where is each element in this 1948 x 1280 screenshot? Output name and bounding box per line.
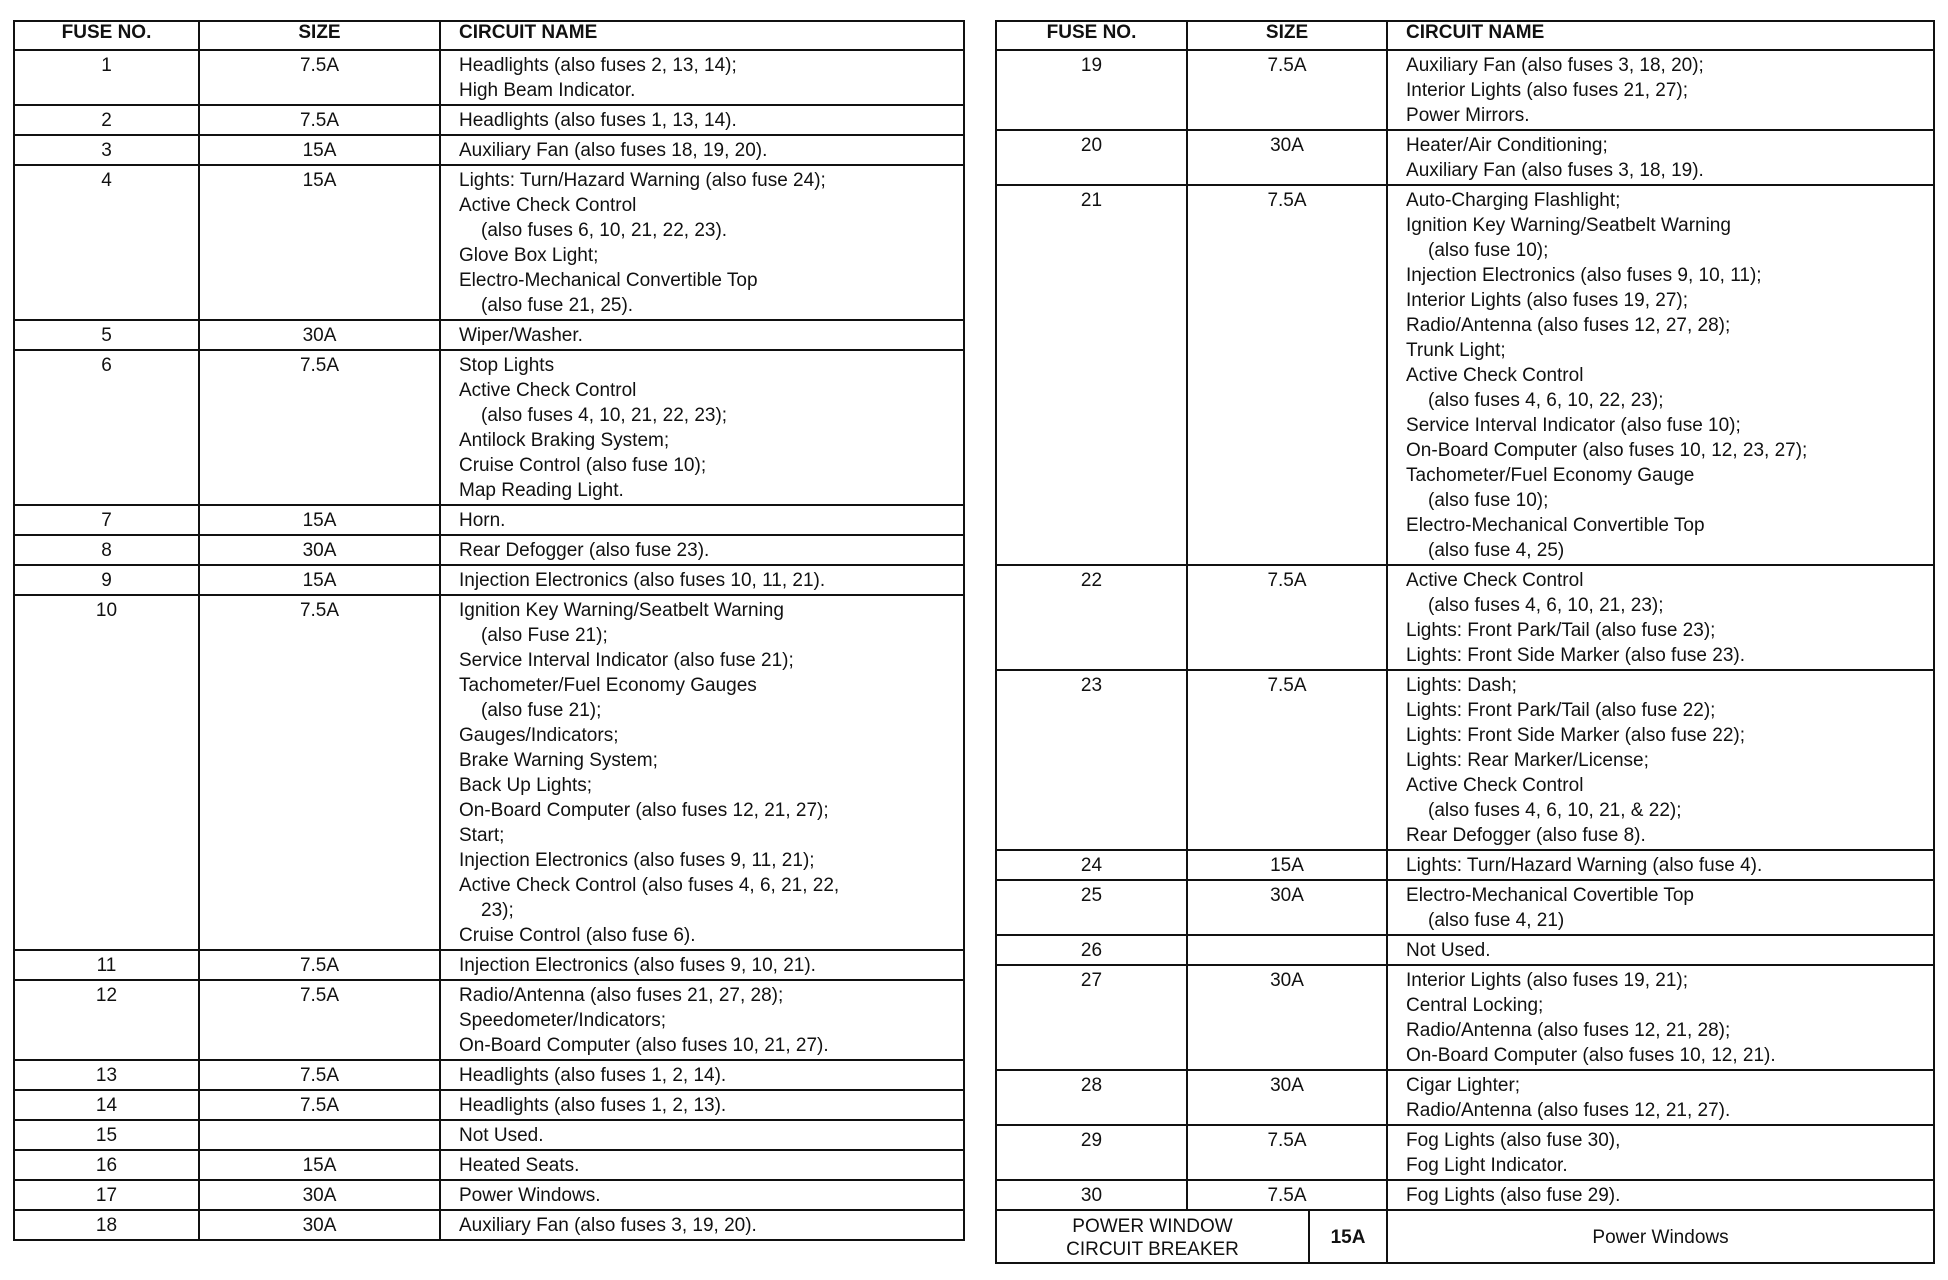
fuse-number: 2 bbox=[14, 105, 199, 135]
circuit-line: (also fuses 4, 6, 10, 22, 23); bbox=[1428, 390, 1664, 411]
fuse-number: 7 bbox=[14, 505, 199, 535]
circuit-line: Active Check Control bbox=[459, 380, 637, 401]
fuse-row bbox=[996, 130, 1934, 185]
circuit-line: Lights: Rear Marker/License; bbox=[1406, 750, 1649, 771]
circuit-line: Interior Lights (also fuses 19, 27); bbox=[1406, 290, 1688, 311]
circuit-name bbox=[1387, 1125, 1934, 1180]
circuit-name bbox=[1387, 965, 1934, 1070]
circuit-line: Not Used. bbox=[459, 1125, 544, 1146]
circuit-name bbox=[440, 535, 964, 565]
circuit-name bbox=[440, 1210, 964, 1240]
fuse-size: 15A bbox=[1187, 850, 1387, 880]
circuit-line: Back Up Lights; bbox=[459, 775, 593, 796]
fuse-row bbox=[14, 1060, 964, 1090]
fuse-row bbox=[996, 935, 1934, 965]
fuse-row bbox=[996, 670, 1934, 850]
breaker-row bbox=[996, 1210, 1934, 1263]
circuit-line: Heated Seats. bbox=[459, 1155, 580, 1176]
circuit-line: Rear Defogger (also fuse 23). bbox=[459, 540, 710, 561]
circuit-line: Active Check Control bbox=[1406, 775, 1584, 796]
circuit-name bbox=[440, 980, 964, 1060]
circuit-line: Central Locking; bbox=[1406, 995, 1544, 1016]
fuse-row bbox=[14, 1210, 964, 1240]
fuse-size: 30A bbox=[199, 1210, 440, 1240]
fuse-size: 30A bbox=[1187, 880, 1387, 935]
circuit-line: (also fuse 21, 25). bbox=[481, 295, 634, 316]
circuit-name bbox=[440, 1060, 964, 1090]
circuit-line: Electro-Mechanical Convertible Top bbox=[1406, 515, 1705, 536]
circuit-line: Lights: Dash; bbox=[1406, 675, 1517, 696]
fuse-size: 7.5A bbox=[1187, 185, 1387, 565]
circuit-line: Service Interval Indicator (also fuse 21); bbox=[459, 650, 794, 671]
fuse-size bbox=[199, 1120, 440, 1150]
circuit-line: Map Reading Light. bbox=[459, 480, 624, 501]
circuit-line: Interior Lights (also fuses 21, 27); bbox=[1406, 80, 1688, 101]
fuse-table-left bbox=[13, 20, 965, 1241]
fuse-row bbox=[996, 1180, 1934, 1210]
fuse-number: 28 bbox=[996, 1070, 1187, 1125]
circuit-name bbox=[1387, 1180, 1934, 1210]
circuit-line: Electro-Mechanical Covertible Top bbox=[1406, 885, 1694, 906]
circuit-name bbox=[1387, 935, 1934, 965]
circuit-name bbox=[440, 50, 964, 105]
circuit-line: Gauges/Indicators; bbox=[459, 725, 619, 746]
fuse-number: 27 bbox=[996, 965, 1187, 1070]
circuit-name bbox=[1387, 1070, 1934, 1125]
circuit-line: Active Check Control (also fuses 4, 6, 21, 22, bbox=[459, 875, 840, 896]
fuse-size: 7.5A bbox=[1187, 1180, 1387, 1210]
circuit-line: Lights: Front Side Marker (also fuse 22); bbox=[1406, 725, 1745, 746]
circuit-name bbox=[440, 1180, 964, 1210]
fuse-row bbox=[14, 1180, 964, 1210]
fuse-row bbox=[996, 850, 1934, 880]
fuse-number: 6 bbox=[14, 350, 199, 505]
fuse-no-header: FUSE NO. bbox=[14, 21, 199, 50]
circuit-line: Electro-Mechanical Convertible Top bbox=[459, 270, 758, 291]
fuse-size: 7.5A bbox=[199, 50, 440, 105]
circuit-line: Tachometer/Fuel Economy Gauges bbox=[459, 675, 757, 696]
fuse-size: 7.5A bbox=[1187, 50, 1387, 130]
circuit-line: Interior Lights (also fuses 19, 21); bbox=[1406, 970, 1688, 991]
fuse-row bbox=[14, 1090, 964, 1120]
fuse-size: 7.5A bbox=[199, 105, 440, 135]
fuse-size: 15A bbox=[199, 565, 440, 595]
circuit-name bbox=[440, 135, 964, 165]
fuse-row bbox=[996, 1125, 1934, 1180]
header-row bbox=[14, 21, 964, 50]
fuse-size: 7.5A bbox=[199, 595, 440, 950]
circuit-name bbox=[440, 320, 964, 350]
fuse-number: 15 bbox=[14, 1120, 199, 1150]
circuit-name-header: CIRCUIT NAME bbox=[440, 21, 964, 50]
fuse-number: 8 bbox=[14, 535, 199, 565]
fuse-number: 30 bbox=[996, 1180, 1187, 1210]
fuse-row bbox=[14, 595, 964, 950]
circuit-line: Ignition Key Warning/Seatbelt Warning bbox=[1406, 215, 1731, 236]
circuit-line: Radio/Antenna (also fuses 12, 21, 28); bbox=[1406, 1020, 1731, 1041]
circuit-line: Service Interval Indicator (also fuse 10); bbox=[1406, 415, 1741, 436]
circuit-line: (also fuse 21); bbox=[481, 700, 602, 721]
circuit-name bbox=[440, 1150, 964, 1180]
circuit-line: (also fuse 10); bbox=[1428, 240, 1549, 261]
circuit-line: (also fuse 10); bbox=[1428, 490, 1549, 511]
circuit-line: 23); bbox=[481, 900, 514, 921]
circuit-name bbox=[440, 595, 964, 950]
circuit-line: Ignition Key Warning/Seatbelt Warning bbox=[459, 600, 784, 621]
fuse-row bbox=[996, 880, 1934, 935]
circuit-line: Active Check Control bbox=[459, 195, 637, 216]
circuit-line: Lights: Front Side Marker (also fuse 23). bbox=[1406, 645, 1745, 666]
circuit-line: High Beam Indicator. bbox=[459, 80, 636, 101]
circuit-name bbox=[440, 350, 964, 505]
fuse-row bbox=[996, 565, 1934, 670]
fuse-size: 30A bbox=[199, 320, 440, 350]
fuse-size: 15A bbox=[199, 505, 440, 535]
fuse-number: 9 bbox=[14, 565, 199, 595]
circuit-name bbox=[440, 165, 964, 320]
breaker-size: 15A bbox=[1309, 1210, 1387, 1263]
circuit-line: Stop Lights bbox=[459, 355, 555, 376]
circuit-line: Radio/Antenna (also fuses 12, 21, 27). bbox=[1406, 1100, 1731, 1121]
fuse-size: 7.5A bbox=[199, 980, 440, 1060]
circuit-line: Cruise Control (also fuse 10); bbox=[459, 455, 707, 476]
circuit-line: On-Board Computer (also fuses 10, 12, 23, 27); bbox=[1406, 440, 1808, 461]
fuse-number: 4 bbox=[14, 165, 199, 320]
circuit-name bbox=[440, 1090, 964, 1120]
circuit-line: Injection Electronics (also fuses 10, 11, 21). bbox=[459, 570, 826, 591]
circuit-name bbox=[1387, 850, 1934, 880]
circuit-line: Rear Defogger (also fuse 8). bbox=[1406, 825, 1646, 846]
circuit-line: Start; bbox=[459, 825, 505, 846]
fuse-row bbox=[996, 965, 1934, 1070]
circuit-line: Lights: Front Park/Tail (also fuse 22); bbox=[1406, 700, 1716, 721]
circuit-line: Headlights (also fuses 1, 13, 14). bbox=[459, 110, 737, 131]
circuit-line: Radio/Antenna (also fuses 21, 27, 28); bbox=[459, 985, 784, 1006]
circuit-line: Auxiliary Fan (also fuses 18, 19, 20). bbox=[459, 140, 768, 161]
circuit-name bbox=[1387, 880, 1934, 935]
fuse-size: 7.5A bbox=[199, 350, 440, 505]
fuse-number: 10 bbox=[14, 595, 199, 950]
breaker-label-line: POWER WINDOW bbox=[1072, 1216, 1233, 1237]
circuit-line: Lights: Front Park/Tail (also fuse 23); bbox=[1406, 620, 1716, 641]
fuse-row bbox=[14, 50, 964, 105]
fuse-number: 3 bbox=[14, 135, 199, 165]
circuit-line: Injection Electronics (also fuses 9, 10, 11); bbox=[1406, 265, 1762, 286]
fuse-number: 26 bbox=[996, 935, 1187, 965]
circuit-line: Injection Electronics (also fuses 9, 11, 21); bbox=[459, 850, 815, 871]
fuse-row bbox=[996, 185, 1934, 565]
circuit-line: Lights: Turn/Hazard Warning (also fuse 24); bbox=[459, 170, 826, 191]
fuse-number: 17 bbox=[14, 1180, 199, 1210]
fuse-size: 30A bbox=[199, 1180, 440, 1210]
fuse-row bbox=[14, 980, 964, 1060]
breaker-label-line: CIRCUIT BREAKER bbox=[1066, 1239, 1239, 1260]
fuse-row bbox=[14, 565, 964, 595]
circuit-line: Radio/Antenna (also fuses 12, 27, 28); bbox=[1406, 315, 1731, 336]
circuit-line: Cigar Lighter; bbox=[1406, 1075, 1521, 1096]
circuit-line: Power Mirrors. bbox=[1406, 105, 1530, 126]
fuse-row bbox=[14, 105, 964, 135]
fuse-number: 19 bbox=[996, 50, 1187, 130]
fuse-number: 1 bbox=[14, 50, 199, 105]
circuit-line: (also fuses 4, 6, 10, 21, 23); bbox=[1428, 595, 1664, 616]
fuse-number: 24 bbox=[996, 850, 1187, 880]
circuit-line: Headlights (also fuses 1, 2, 13). bbox=[459, 1095, 727, 1116]
fuse-size: 30A bbox=[1187, 1070, 1387, 1125]
circuit-line: Cruise Control (also fuse 6). bbox=[459, 925, 696, 946]
fuse-number: 12 bbox=[14, 980, 199, 1060]
circuit-line: Auxiliary Fan (also fuses 3, 18, 20); bbox=[1406, 55, 1704, 76]
fuse-size: 7.5A bbox=[1187, 565, 1387, 670]
circuit-line: Wiper/Washer. bbox=[459, 325, 583, 346]
circuit-line: Headlights (also fuses 1, 2, 14). bbox=[459, 1065, 727, 1086]
fuse-row bbox=[14, 535, 964, 565]
circuit-line: Fog Lights (also fuse 29). bbox=[1406, 1185, 1621, 1206]
fuse-row bbox=[14, 165, 964, 320]
fuse-size bbox=[1187, 935, 1387, 965]
fuse-number: 5 bbox=[14, 320, 199, 350]
fuse-size: 7.5A bbox=[199, 1060, 440, 1090]
circuit-line: Fog Lights (also fuse 30), bbox=[1406, 1130, 1621, 1151]
circuit-line: Antilock Braking System; bbox=[459, 430, 670, 451]
fuse-number: 18 bbox=[14, 1210, 199, 1240]
size-header: SIZE bbox=[199, 21, 440, 50]
circuit-name bbox=[1387, 130, 1934, 185]
circuit-line: On-Board Computer (also fuses 12, 21, 27); bbox=[459, 800, 829, 821]
fuse-number: 20 bbox=[996, 130, 1187, 185]
fuse-row bbox=[996, 50, 1934, 130]
circuit-line: Fog Light Indicator. bbox=[1406, 1155, 1568, 1176]
fuse-number: 13 bbox=[14, 1060, 199, 1090]
circuit-name bbox=[440, 1120, 964, 1150]
right-table-body bbox=[996, 50, 1934, 1210]
fuse-number: 22 bbox=[996, 565, 1187, 670]
fuse-number: 23 bbox=[996, 670, 1187, 850]
circuit-line: Heater/Air Conditioning; bbox=[1406, 135, 1608, 156]
circuit-line: Tachometer/Fuel Economy Gauge bbox=[1406, 465, 1695, 486]
circuit-line: (also fuses 4, 6, 10, 21, & 22); bbox=[1428, 800, 1682, 821]
fuse-row bbox=[14, 505, 964, 535]
circuit-line: (also fuses 6, 10, 21, 22, 23). bbox=[481, 220, 728, 241]
fuse-size: 7.5A bbox=[1187, 670, 1387, 850]
fuse-number: 29 bbox=[996, 1125, 1187, 1180]
fuse-row bbox=[14, 950, 964, 980]
circuit-line: Headlights (also fuses 2, 13, 14); bbox=[459, 55, 737, 76]
fuse-number: 21 bbox=[996, 185, 1187, 565]
fuse-number: 16 bbox=[14, 1150, 199, 1180]
breaker-circuit-name: Power Windows bbox=[1387, 1210, 1934, 1263]
circuit-name-header: CIRCUIT NAME bbox=[1387, 21, 1934, 50]
fuse-table-right bbox=[995, 20, 1935, 1264]
fuse-size: 7.5A bbox=[199, 950, 440, 980]
circuit-line: On-Board Computer (also fuses 10, 21, 27). bbox=[459, 1035, 829, 1056]
circuit-line: Brake Warning System; bbox=[459, 750, 658, 771]
fuse-size: 30A bbox=[199, 535, 440, 565]
breaker-label bbox=[996, 1210, 1309, 1263]
circuit-line: Trunk Light; bbox=[1406, 340, 1506, 361]
fuse-size: 7.5A bbox=[1187, 1125, 1387, 1180]
fuse-size: 30A bbox=[1187, 965, 1387, 1070]
circuit-line: Auxiliary Fan (also fuses 3, 18, 19). bbox=[1406, 160, 1704, 181]
fuse-size: 30A bbox=[1187, 130, 1387, 185]
circuit-line: Lights: Turn/Hazard Warning (also fuse 4). bbox=[1406, 855, 1763, 876]
circuit-name bbox=[1387, 50, 1934, 130]
fuse-row bbox=[14, 350, 964, 505]
fuse-row bbox=[14, 1120, 964, 1150]
circuit-name bbox=[440, 565, 964, 595]
circuit-name bbox=[1387, 185, 1934, 565]
size-header: SIZE bbox=[1187, 21, 1387, 50]
circuit-line: Not Used. bbox=[1406, 940, 1491, 961]
fuse-number: 25 bbox=[996, 880, 1187, 935]
fuse-number: 11 bbox=[14, 950, 199, 980]
circuit-line: Auxiliary Fan (also fuses 3, 19, 20). bbox=[459, 1215, 757, 1236]
circuit-name bbox=[1387, 670, 1934, 850]
circuit-name bbox=[440, 105, 964, 135]
circuit-line: Active Check Control bbox=[1406, 570, 1584, 591]
circuit-line: On-Board Computer (also fuses 10, 12, 21). bbox=[1406, 1045, 1776, 1066]
left-table-body bbox=[14, 50, 964, 1240]
circuit-line: Horn. bbox=[459, 510, 506, 531]
fuse-number: 14 bbox=[14, 1090, 199, 1120]
circuit-name bbox=[440, 505, 964, 535]
circuit-line: Glove Box Light; bbox=[459, 245, 599, 266]
circuit-line: (also fuse 4, 25) bbox=[1428, 540, 1565, 561]
circuit-line: Speedometer/Indicators; bbox=[459, 1010, 667, 1031]
circuit-line: (also Fuse 21); bbox=[481, 625, 608, 646]
circuit-name bbox=[1387, 565, 1934, 670]
circuit-line: Injection Electronics (also fuses 9, 10, 21). bbox=[459, 955, 816, 976]
fuse-no-header: FUSE NO. bbox=[996, 21, 1187, 50]
circuit-name bbox=[440, 950, 964, 980]
circuit-line: Active Check Control bbox=[1406, 365, 1584, 386]
header-row bbox=[996, 21, 1934, 50]
fuse-row bbox=[14, 135, 964, 165]
fuse-size: 15A bbox=[199, 135, 440, 165]
circuit-line: (also fuses 4, 10, 21, 22, 23); bbox=[481, 405, 728, 426]
fuse-size: 15A bbox=[199, 165, 440, 320]
circuit-line: Power Windows. bbox=[459, 1185, 601, 1206]
fuse-size: 7.5A bbox=[199, 1090, 440, 1120]
circuit-line: (also fuse 4, 21) bbox=[1428, 910, 1565, 931]
fuse-size: 15A bbox=[199, 1150, 440, 1180]
fuse-row bbox=[14, 320, 964, 350]
fuse-row bbox=[996, 1070, 1934, 1125]
circuit-line: Auto-Charging Flashlight; bbox=[1406, 190, 1621, 211]
fuse-row bbox=[14, 1150, 964, 1180]
